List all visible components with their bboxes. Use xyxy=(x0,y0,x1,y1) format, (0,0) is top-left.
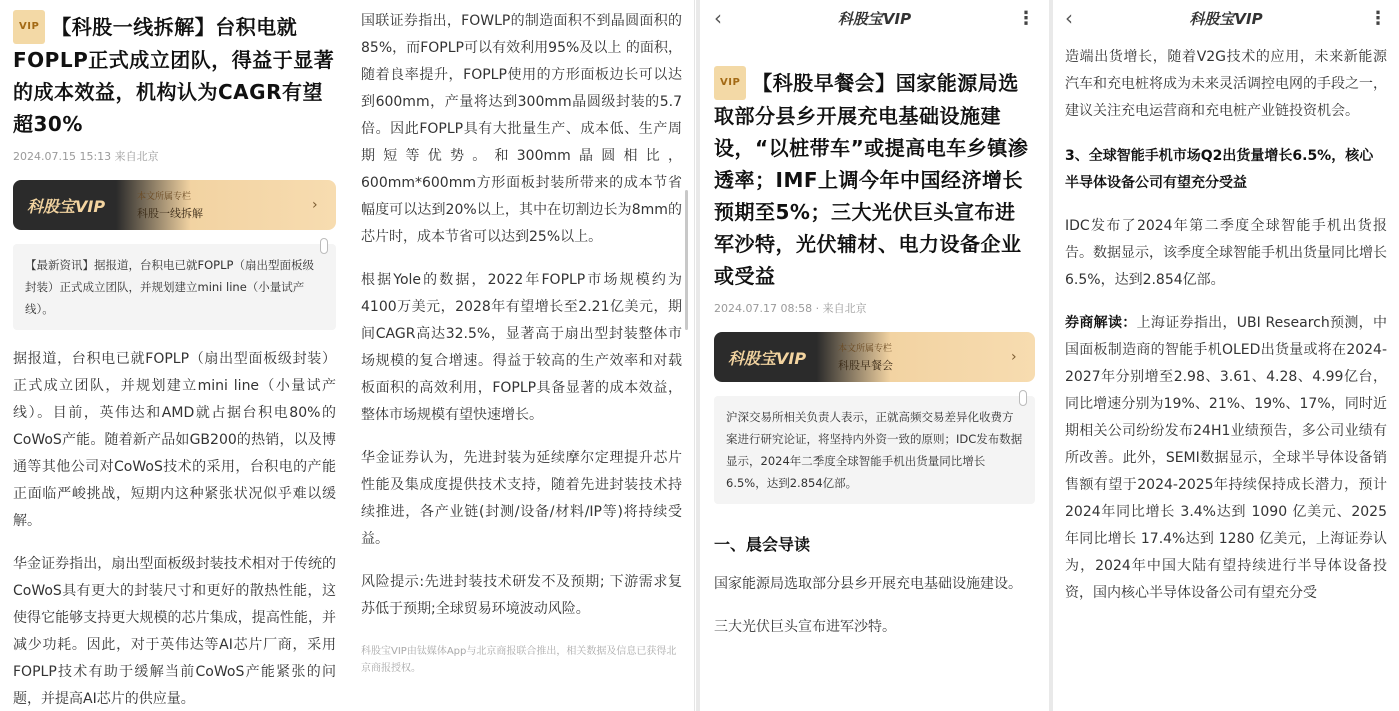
article-panel-1 xyxy=(0,0,349,711)
body-paragraph: 三大光伏巨头宣布进军沙特。 xyxy=(714,619,896,635)
summary-text: 沪深交易所相关负责人表示，正就高频交易差异化收费方案进行研究论证，将坚持内外资一致的原则；IDC发布数据显示，2024年二季度全球智能手机出货量同比增长6.5%，达到2.854亿部。 xyxy=(726,410,1023,490)
article-panel-3 xyxy=(700,0,1049,711)
summary-text: 【最新资讯】据报道，台积电已就FOPLP（扇出型面板级封装）正式成立团队，并规划建立mini line（小量试产线）。 xyxy=(25,258,314,316)
column-info xyxy=(131,189,312,221)
body-paragraph: 国联证券指出，FOWLP的制造面积不到晶圆面积的85%，而FOPLP可以有效利用95%及以上 的面积，随着良率提升，FOPLP使用的方形面板边长可以达到600mm，产量将达到300mm晶圆级封装的5.7倍。因此FOPLP具有大批量生产、成本低、生产周期短等优势。和300mm晶圆相比，600mm*600mm方形面板封装所带来的成本节省幅度可以达到20%以上，其中在切割边长为8mm的芯片时，成本节省可以达到25%以上。 xyxy=(361,13,682,245)
back-icon[interactable]: ‹ xyxy=(1065,6,1073,30)
column-caption: 本文所属专栏 xyxy=(838,344,893,354)
column-logo: 科股宝VIP xyxy=(728,348,807,368)
body-paragraph: 华金证券指出，扇出型面板级封装技术相对于传统的CoWoS具有更大的封装尺寸和更好的散热性能，这使得它能够支持更大规模的芯片集成，提高性能，并减少功耗。因此，对于英伟达等AI芯片厂商，采用FOPLP技术有助于缓解当前CoWoS产能紧张的问题，并提高AI芯片的供应量。 xyxy=(13,556,336,707)
subsection-heading: 3、全球智能手机市场Q2出货量增长6.5%，核心半导体设备公司有望充分受益 xyxy=(1065,148,1374,191)
scrollbar[interactable] xyxy=(685,190,688,330)
body-paragraph xyxy=(1065,310,1387,607)
article-title xyxy=(13,10,336,140)
column-info xyxy=(832,341,1011,373)
body-paragraph: 造端出货增长，随着V2G技术的应用，未来新能源汽车和充电桩将成为未来灵活调控电网的手段之一，建议关注充电运营商和充电桩产业链投资机会。 xyxy=(1065,49,1387,119)
more-icon[interactable]: ⋮ xyxy=(1369,7,1387,29)
app-brand: 科股宝VIP xyxy=(1189,9,1263,28)
summary-box xyxy=(13,244,336,330)
back-icon[interactable]: ‹ xyxy=(714,6,722,30)
vip-badge: VIP xyxy=(13,10,45,44)
column-card[interactable] xyxy=(13,180,336,230)
analyst-text: 上海证券指出，UBI Research预测，中国面板制造商的智能手机OLED出货量或将在2024-2027年分别增至2.98、3.61、4.28、4.99亿台，同比增速分别为19%、21%、19%、17%，同时近期相关公司纷纷发布24H1业绩预告，多公司业绩有所改善。此外，SEMI数据显示，全球半导体设备销售额有望于2024-2025年持续保持成长潜力，预计2024年同比增长 3.4%达到 1090 亿美元、2025 年同比增长 17.4%达到 1280 亿美元，上海证券认为，2024年中国大陆有望持续进行半导体设备投资，国内核心半导体设备公司有望充分受 xyxy=(1065,315,1387,601)
article-meta: 2024.07.15 15:13 来自北京 xyxy=(13,150,159,163)
vip-badge: VIP xyxy=(714,66,746,100)
column-name: 科股一线拆解 xyxy=(137,207,203,220)
article-panel-2 xyxy=(349,0,695,711)
footnote: 科股宝VIP由钛媒体App与北京商报联合推出，相关数据及信息已获得北京商报授权。 xyxy=(361,646,677,674)
column-caption: 本文所属专栏 xyxy=(137,192,192,202)
body-paragraph: IDC发布了2024年第二季度全球智能手机出货报告。数据显示，该季度全球智能手机出货量同比增长6.5%，达到2.854亿部。 xyxy=(1065,218,1387,288)
more-icon[interactable]: ⋮ xyxy=(1017,7,1035,29)
body-paragraph: 国家能源局选取部分县乡开展充电基础设施建设。 xyxy=(714,576,1022,592)
chevron-right-icon: › xyxy=(1011,349,1017,365)
chevron-right-icon: › xyxy=(312,197,318,213)
body-paragraph: 华金证券认为，先进封装为延续摩尔定理提升芯片性能及集成度提供技术支持，随着先进封装技术持续推进，各产业链(封测/设备/材料/IP等)将持续受益。 xyxy=(361,450,682,547)
top-nav-bar xyxy=(1065,0,1387,36)
paperclip-icon xyxy=(1019,390,1027,406)
column-logo: 科股宝VIP xyxy=(27,196,106,216)
article-panel-4 xyxy=(1053,0,1399,711)
article-title-text: 【科股一线拆解】台积电就FOPLP正式成立团队，得益于显著的成本效益，机构认为CAGR有望超30% xyxy=(13,15,335,136)
summary-box xyxy=(714,396,1035,504)
body-paragraph: 风险提示:先进封装技术研发不及预期; 下游需求复苏低于预期;全球贸易环境波动风险。 xyxy=(361,574,682,617)
body-paragraph: 据报道，台积电已就FOPLP（扇出型面板级封装）正式成立团队，并规划建立mini line（小量试产线）。目前，英伟达和AMD就占据台积电80%的CoWoS产能。随着新产品如GB200的热销，以及博通等其他公司对CoWoS技术的采用，台积电的产能正面临严峻挑战，短期内这种紧张状况似乎难以缓解。 xyxy=(13,351,336,529)
app-brand: 科股宝VIP xyxy=(837,9,912,28)
column-name: 科股早餐会 xyxy=(838,359,893,372)
article-meta: 2024.07.17 08:58 · 来自北京 xyxy=(714,302,867,315)
column-card[interactable] xyxy=(714,332,1035,382)
analyst-label: 券商解读： xyxy=(1065,315,1137,331)
article-title-text: 【科股早餐会】国家能源局选取部分县乡开展充电基础设施建设，“以桩带车”或提高电车乡镇渗透率；IMF上调今年中国经济增长预期至5%；三大光伏巨头宣布进军沙特，光伏辅材、电力设备企业或受益 xyxy=(714,71,1029,288)
paperclip-icon xyxy=(320,238,328,254)
body-paragraph: 根据Yole的数据，2022年FOPLP市场规模约为4100万美元，2028年有望增长至2.21亿美元，期间CAGR高达32.5%，显著高于扇出型封装整体市场规模的复合增速。得益于较高的生产效率和对载板面积的高效利用，FOPLP具备显著的成本效益，整体市场规模有望快速增长。 xyxy=(361,272,682,423)
top-nav-bar xyxy=(714,0,1035,36)
section-heading: 一、晨会导读 xyxy=(714,535,811,554)
article-title xyxy=(714,66,1035,292)
